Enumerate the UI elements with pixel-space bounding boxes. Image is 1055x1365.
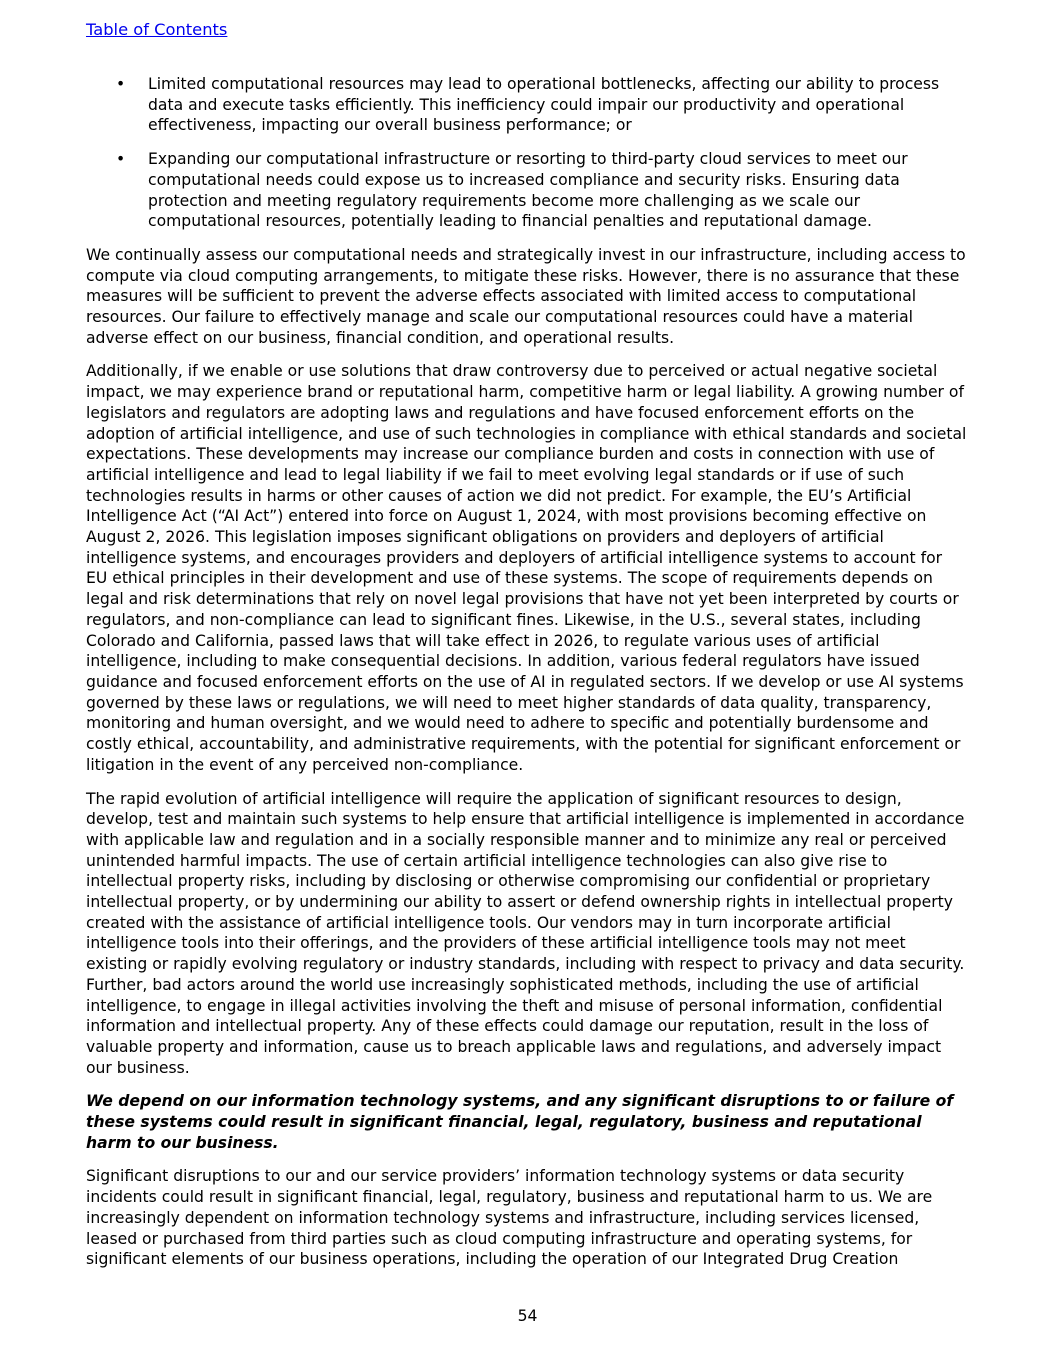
paragraph-ai-regulation: Additionally, if we enable or use solutions that draw controversy due to perceived or actual negative societal impact, we may experience brand or reputational harm, competitive harm or legal liability. A growing number of legislators and regulators are adopting laws and regulations and have focused enforcement efforts on the adoption of artificial intelligence, and use of such technologies in compliance with ethical standards and societal expectations. These developments may increase our compliance burden and costs in connection with use of artificial intelligence and lead to legal liability if we fail to meet evolving legal standards or if use of such technologies results in harms or other causes of action we did not predict. For example, the EU’s Artificial Intelligence Act (“AI Act”) entered into force on August 1, 2024, with most provisions becoming effective on August 2, 2026. This legislation imposes significant obligations on providers and deployers of artificial intelligence systems, and encourages providers and deployers of artificial intelligence systems to account for EU ethical principles in their development and use of these systems. The scope of requirements depends on legal and risk determinations that rely on novel legal provisions that have not yet been interpreted by courts or regulators, and non-compliance can lead to significant fines. Likewise, in the U.S., several states, including Colorado and California, passed laws that will take effect in 2026, to regulate various uses of artificial intelligence, including to make consequential decisions. In addition, various federal regulators have issued guidance and focused enforcement efforts on the use of AI in regulated sectors. If we develop or use AI systems governed by these laws or regulations, we will need to meet higher standards of data quality, transparency, monitoring and human oversight, and we would need to adhere to specific and potentially burdensome and costly ethical, accountability, and administrative requirements, with the potential for significant enforcement or litigation in the event of any perceived non-compliance.	[86, 362, 967, 774]
document-page	[86, 18, 968, 1283]
bullet-list	[86, 74, 968, 232]
paragraph-compute-assessment: We continually assess our computational needs and strategically invest in our infrastructure, including access to compute via cloud computing arrangements, to mitigate these risks. However, there is no assurance that these measures will be sufficient to prevent the adverse effects associated with limited access to computational resources. Our failure to effectively manage and scale our computational resources could have a material adverse effect on our business, financial condition, and operational results.	[86, 245, 966, 347]
paragraph-ai-evolution: The rapid evolution of artificial intelligence will require the application of significant resources to design, develop, test and maintain such systems to help ensure that artificial intelligence is implemented in accordance with applicable law and regulation and in a socially responsible manner and to minimize any real or perceived unintended harmful impacts. The use of certain artificial intelligence technologies can also give rise to intellectual property risks, including by disclosing or otherwise compromising our confidential or proprietary intellectual property, or by undermining our ability to assert or defend ownership rights in intellectual property created with the assistance of artificial intelligence tools. Our vendors may in turn incorporate artificial intelligence tools into their offerings, and the providers of these artificial intelligence tools may not meet existing or rapidly evolving regulatory or industry standards, including with respect to privacy and data security. Further, bad actors around the world use increasingly sophisticated methods, including the use of artificial intelligence, to engage in illegal activities involving the theft and misuse of personal information, confidential information and intellectual property. Any of these effects could damage our reputation, result in the loss of valuable property and information, cause us to breach applicable laws and regulations, and adversely impact our business.	[86, 789, 965, 1077]
bullet-text: Limited computational resources may lead to operational bottlenecks, affecting our ability to process data and execute tasks efficiently. This inefficiency could impair our productivity and operational effectiveness, impacting our overall business performance; or	[148, 75, 940, 135]
bullet-item	[86, 149, 968, 232]
bullet-icon: •	[116, 150, 126, 169]
bullet-icon: •	[116, 75, 126, 93]
risk-factor-heading: We depend on our information technology systems, and any significant disruptions to or failure of these systems could result in significant financial, legal, regulatory, business and reputational harm to our business.	[86, 1092, 954, 1152]
bullet-item	[86, 74, 968, 136]
bullet-text: Expanding our computational infrastructure or resorting to third-party cloud services to meet our computational needs could expose us to increased compliance and security risks. Ensuring data protection and meeting regulatory requirements become more challenging as we scale our computational resources, potentially leading to financial penalties and reputational damage.	[148, 150, 908, 231]
page-number: 54	[517, 1307, 538, 1325]
paragraph-it-disruptions: Significant disruptions to our and our service providers’ information technology systems or data security incidents could result in significant financial, legal, regulatory, business and reputational harm to us. We are increasingly dependent on information technology systems and infrastructure, including services licensed, leased or purchased from third parties such as cloud computing infrastructure and operating systems, for significant elements of our business operations, including the operation of our Integrated Drug Creation	[86, 1167, 933, 1269]
table-of-contents-link[interactable]: Table of Contents	[86, 20, 228, 39]
